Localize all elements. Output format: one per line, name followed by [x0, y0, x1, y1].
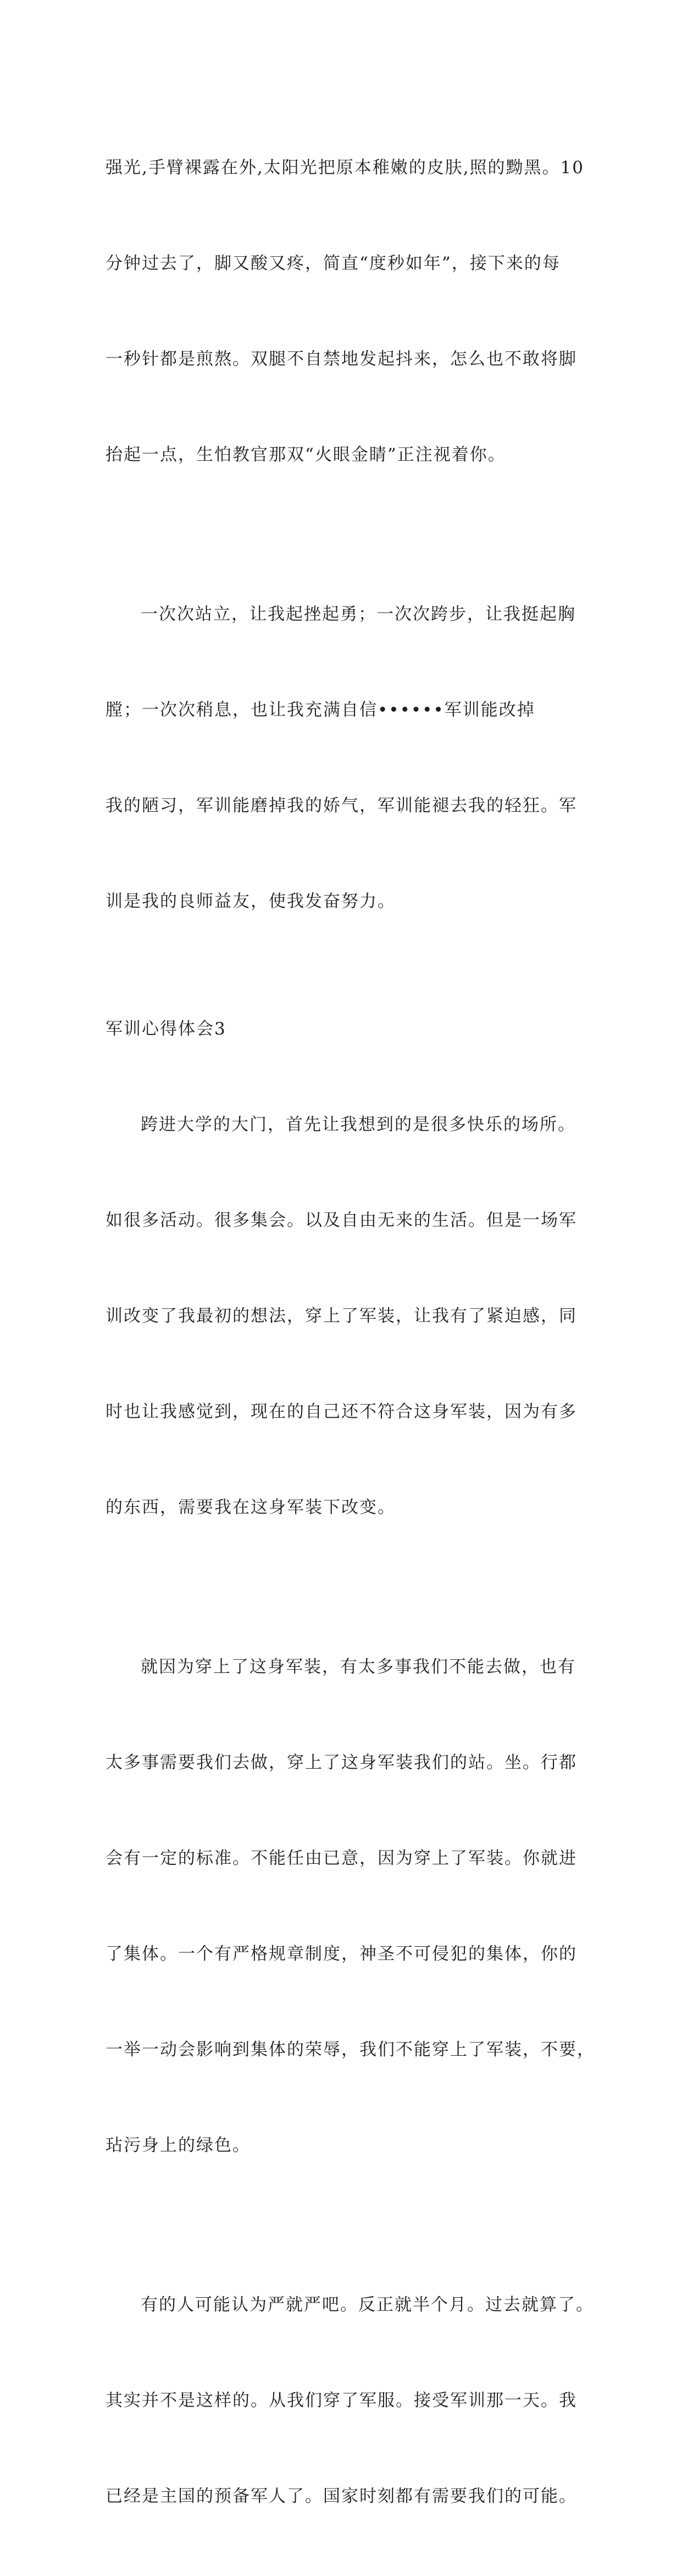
- text-line: 玷污身上的绿色。: [106, 2135, 251, 2155]
- text-line: 时也让我感觉到，现在的自己还不符合这身军装，因为有多: [106, 1402, 577, 1422]
- text-line: 训改变了我最初的想法，穿上了军装，让我有了紧迫感，同: [106, 1306, 577, 1326]
- paragraph: [106, 1587, 595, 2225]
- text-line: 膛；一次次稍息，也让我充满自信••••••军训能改掉: [106, 700, 535, 720]
- section-heading: 军训心得体会3: [106, 1019, 226, 1039]
- text-line: 跨进大学的大门，首先让我想到的是很多快乐的场所。: [141, 1115, 576, 1135]
- paragraph-continuation: [106, 88, 585, 535]
- text-line: 就因为穿上了这身军装，有太多事我们不能去做，也有: [141, 1657, 576, 1677]
- text-line: 的东西，需要我在这身军装下改变。: [106, 1498, 396, 1517]
- text-line: 抬起一点，生怕教官那双“火眼金睛”正注视着你。: [106, 445, 506, 465]
- text-line: 有的人可能认为严就严吧。反正就半个月。过去就算了。: [141, 2295, 594, 2315]
- text-line: 强光,手臂裸露在外,太阳光把原本稚嫩的皮肤,照的黝黑。10: [106, 158, 585, 178]
- text-line: 一秒针都是煎熬。双腿不自禁地发起抖来，怎么也不敢将脚: [106, 349, 577, 369]
- text-line: 了集体。一个有严格规章制度，神圣不可侵犯的集体，你的: [106, 1944, 577, 1964]
- text-line: 我的陋习，军训能磨掉我的娇气，军训能褪去我的轻狂。军: [106, 796, 577, 816]
- text-line: 如很多活动。很多集会。以及自由无来的生活。但是一场军: [106, 1210, 577, 1230]
- text-line: 会有一定的标准。不能任由已意，因为穿上了军装。你就进: [106, 1848, 577, 1868]
- text-line: 其实并不是这样的。从我们穿了军服。接受军训那一天。我: [106, 2391, 577, 2410]
- document-body: [106, 88, 595, 2576]
- paragraph: [106, 1045, 578, 1587]
- text-line: 已经是主国的预备军人了。国家时刻都有需要我们的可能。: [106, 2486, 577, 2506]
- text-line: 训是我的良师益友，使我发奋努力。: [106, 891, 396, 911]
- paragraph: [106, 2225, 594, 2576]
- text-line: 分钟过去了，脚又酸又疼，简直“度秒如年”，接下来的每: [106, 254, 561, 273]
- text-line: 太多事需要我们去做，穿上了这身军装我们的站。坐。行都: [106, 1753, 577, 1773]
- text-line: 一次次站立，让我起挫起勇；一次次跨步，让我挺起胸: [141, 604, 576, 624]
- text-line: 一举一动会影响到集体的荣辱，我们不能穿上了军装，不要，: [106, 2040, 595, 2060]
- paragraph-closing: [106, 535, 578, 981]
